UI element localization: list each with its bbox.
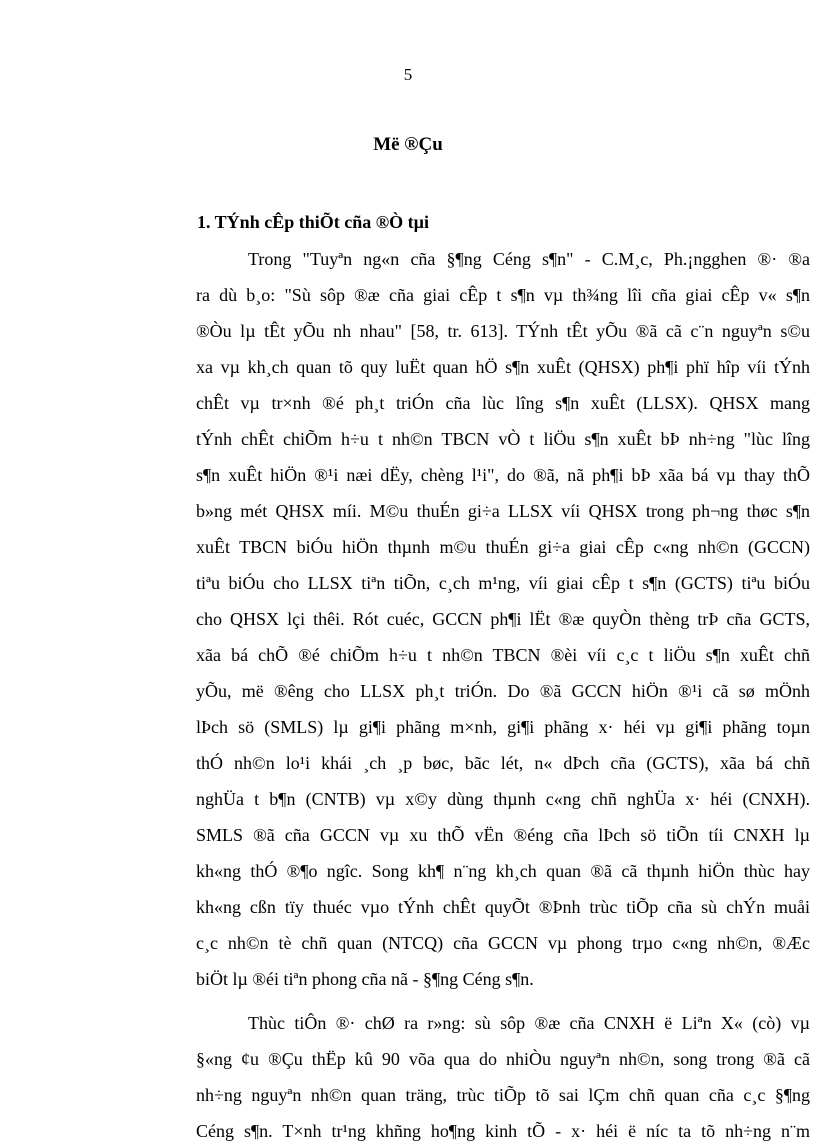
text-line: §«ng ¢u ®Çu thËp kû 90 võa qua do nhiÒu nguyªn nh©n, song trong ®ã cã [196,1049,810,1069]
text-line: cho QHSX lçi thêi. Rót cuéc, GCCN ph¶i lËt ®æ quyÒn thèng trÞ cña GCTS, [196,609,810,629]
text-line: nh÷ng nguyªn nh©n quan träng, trùc tiÕp tõ sai lÇm chñ quan cña c¸c §¶ng [196,1085,810,1105]
text-line: Thùc tiÔn ®· chØ ra r»ng: sù sôp ®æ cña CNXH ë Liªn X« (cò) vµ [248,1013,810,1033]
text-line: xuÊt TBCN biÓu hiÖn thµnh m©u thuÉn gi÷a giai cÊp c«ng nh©n (GCCN) [196,537,810,557]
text-line: thÓ nh©n lo¹i khái ¸ch ¸p bøc, bãc lét, n« dÞch cña (GCTS), xãa bá chñ [196,753,810,773]
text-line: kh«ng thÓ ®¶o ngîc. Song kh¶ n¨ng kh¸ch quan ®ã cã thµnh hiÖn thùc hay [196,861,810,881]
text-line: xãa bá chÕ ®é chiÕm h÷u t nh©n TBCN ®èi víi c¸c t liÖu s¶n xuÊt chñ [196,645,810,665]
text-line: Trong "Tuyªn ng«n cña §¶ng Céng s¶n" - C.M¸c, Ph.¡ngghen ®· ®a [248,249,810,269]
text-line: c¸c nh©n tè chñ quan (NTCQ) cña GCCN vµ phong trµo c«ng nh©n, ®Æc [196,933,810,953]
text-line: lÞch sö (SMLS) lµ gi¶i phãng m×nh, gi¶i phãng x· héi vµ gi¶i phãng toµn [196,717,810,737]
chapter-title: Më ®Çu [373,134,443,155]
text-line: s¶n xuÊt hiÖn ®¹i næi dËy, chèng l¹i", do ®ã, nã ph¶i bÞ xãa bá vµ thay thÕ [196,465,810,485]
text-line: tÝnh chÊt chiÕm h÷u t nh©n TBCN vÒ t liÖu s¶n xuÊt bÞ nh÷ng "lùc lîng [196,429,810,449]
text-line: nghÜa t b¶n (CNTB) vµ x©y dùng thµnh c«ng chñ nghÜa x· héi (CNXH). [196,789,810,809]
text-line: chÊt vµ tr×nh ®é ph¸t triÓn cña lùc lîng s¶n xuÊt (LLSX). QHSX mang [196,393,810,413]
section-heading: 1. TÝnh cÊp thiÕt cña ®Ò tµi [197,212,430,232]
text-line: kh«ng cßn tïy thuéc vµo tÝnh chÊt quyÕt ®Þnh trùc tiÕp cña sù chÝn muåi [196,897,810,917]
text-line: yÕu, më ®êng cho LLSX ph¸t triÓn. Do ®ã GCCN hiÖn ®¹i cã sø mÖnh [196,681,810,701]
text-line: tiªu biÓu cho LLSX tiªn tiÕn, c¸ch m¹ng, víi giai cÊp t s¶n (GCTS) tiªu biÓu [196,573,810,593]
text-line: biÖt lµ ®éi tiªn phong cña nã - §¶ng Céng s¶n. [196,969,534,989]
text-line: SMLS ®ã cña GCCN vµ xu thÕ vËn ®éng cña lÞch sö tiÕn tíi CNXH lµ [196,825,810,845]
page-number: 5 [403,65,413,84]
text-line: ra dù b¸o: "Sù sôp ®æ cña giai cÊp t s¶n vµ th¾ng lîi cña giai cÊp v« s¶n [196,285,810,305]
text-line: xa vµ kh¸ch quan tõ quy luËt quan hÖ s¶n xuÊt (QHSX) ph¶i phï hîp víi tÝnh [196,357,810,377]
text-line: Céng s¶n. T×nh tr¹ng khñng ho¶ng kinh tÕ - x· héi ë níc ta tõ nh÷ng n¨m [196,1121,810,1141]
text-line: ®Òu lµ tÊt yÕu nh nhau" [58, tr. 613]. TÝnh tÊt yÕu ®ã cã c¨n nguyªn s©u [196,321,810,341]
text-line: b»ng mét QHSX míi. M©u thuÉn gi÷a LLSX víi QHSX trong ph¬ng thøc s¶n [196,501,810,521]
